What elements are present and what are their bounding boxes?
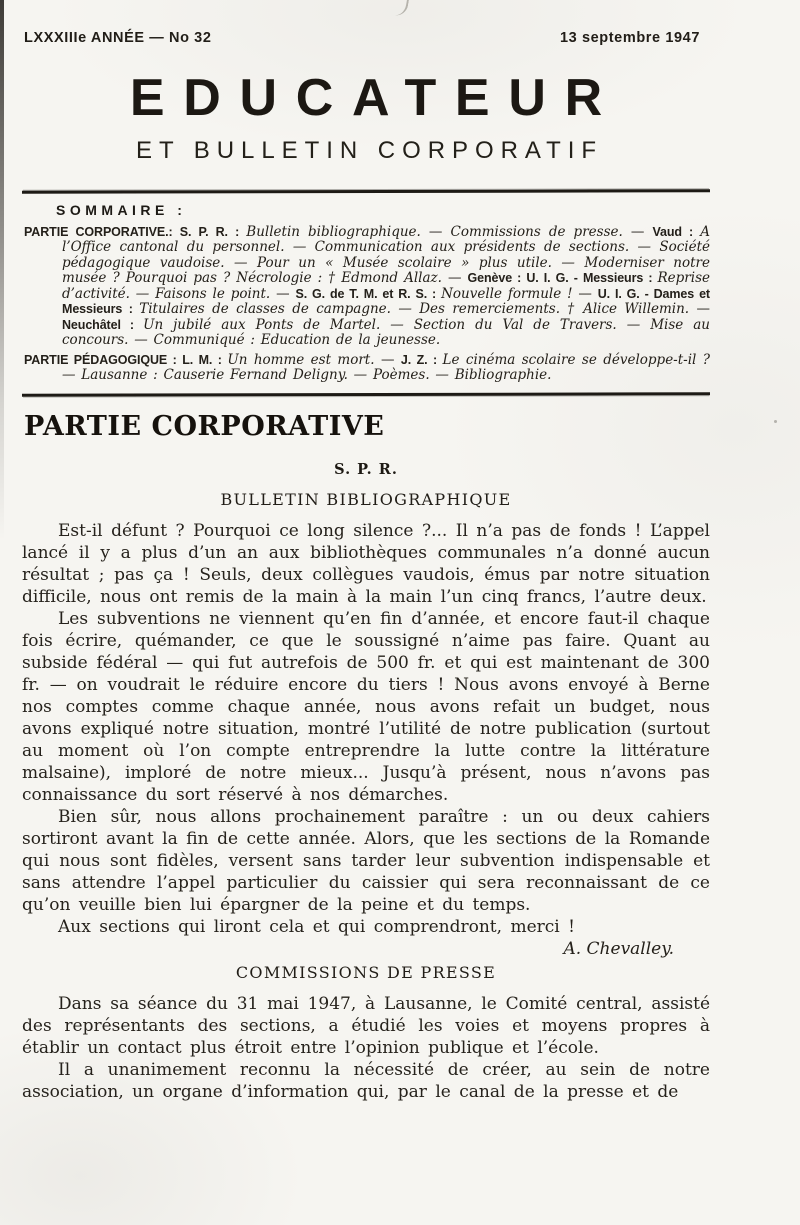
article-bulletin-bibliographique — [22, 461, 710, 961]
paragraph: Bien sûr, nous allons prochainement paraître : un ou deux cahiers sortiront avant la fin de cette année. Alors, que les sections de la Romande qui nous sont fidèles, versent sans tarder leur subvention indispensable et sans attendre l’appel particulier du caissier qui sera reconnaissant de ce qu’on veuille bien lui épargner de la peine et du temps. — [22, 807, 710, 916]
sommaire-segment: Reprise d’activité. — Faisons le point. — [62, 270, 710, 302]
main-content — [22, 412, 710, 1104]
section-heading: PARTIE CORPORATIVE — [24, 410, 385, 442]
sommaire-segment: A l’Office cantonal du personnel. — Communication aux présidents de sections. — Société pédagogique vaudoise. — Pour un « Musée scolaire » plus utile. — Moderniser notre musée ? Pourquoi pas ? Nécrologie : † Edmond Allaz. — [62, 223, 711, 287]
sommaire-section — [22, 202, 710, 384]
sommaire-label: SOMMAIRE : — [56, 201, 187, 218]
masthead — [22, 30, 710, 166]
sommaire-segment: — — [380, 351, 401, 368]
article-commissions-de-presse — [22, 963, 710, 1103]
sommaire-segment: S. G. de T. M. et R. S. : — [295, 286, 442, 301]
masthead-row — [22, 30, 710, 46]
sommaire-segment: PARTIE PÉDAGOGIQUE : — [24, 352, 183, 367]
sommaire-segment: — — [578, 285, 598, 302]
sommaire-segment: Vaud : — [652, 224, 701, 239]
sommaire-segment: J. Z. : — [400, 352, 443, 367]
sommaire-segment: Neuchâtel : — [62, 317, 144, 332]
sommaire-segment: Un homme est mort. — [227, 351, 381, 368]
sommaire-segment: Le cinéma scolaire se développe-t-il ? — Lausanne : Causerie Fernand Deligny. — Poèmes. — Bibliographie. — [62, 351, 711, 384]
sommaire-segment: L. M. : — [182, 352, 228, 367]
sommaire-entry-pedagogique — [24, 353, 710, 384]
divider-rule-bottom — [22, 392, 710, 396]
sommaire-segment: Commissions de presse. — [450, 223, 631, 240]
paragraph: Est-il défunt ? Pourquoi ce long silence ?... Il n’a pas de fonds ! L’appel lancé il y a plus d’un an aux bibliothèques communales n’a donné aucun résultat ; pas ça ! Seuls, deux collègues vaudois, émus par notre situation difficile, nous ont remis de la main à la main l’un cinq francs, l’autre deux. — [22, 521, 710, 608]
sommaire-segment: Titulaires de classes de campagne. — Des remerciements. † Alice Willemin. — [139, 301, 697, 318]
sommaire-segment: — — [447, 270, 468, 287]
sommaire-segment: PARTIE CORPORATIVE.: — [24, 224, 180, 239]
paragraph: Il a unanimement reconnu la nécessité de créer, au sein de notre association, un organe d’information qui, par le canal de la presse et de — [22, 1060, 710, 1103]
sommaire-segment: S. P. R. : — [179, 224, 247, 239]
sommaire-segment: U. I. G. - Dames et Messieurs : — [62, 286, 710, 317]
sommaire-segment: Nouvelle formule ! — [441, 285, 579, 302]
article-kicker: S. P. R. — [334, 461, 398, 479]
article-title: BULLETIN BIBLIOGRAPHIQUE — [220, 490, 512, 510]
sommaire-segment: Bulletin bibliographique. — [246, 223, 429, 240]
sommaire-segment: — — [630, 223, 653, 240]
divider-rule-top — [22, 189, 710, 193]
author-signature: A. Chevalley. — [563, 939, 674, 960]
paragraph: Aux sections qui liront cela et qui comprendront, merci ! — [58, 917, 575, 938]
scan-speck — [589, 1003, 591, 1005]
article-title: COMMISSIONS DE PRESSE — [235, 963, 497, 983]
sommaire-entry-corporative — [24, 225, 710, 349]
scan-curl-artifact — [391, 0, 410, 17]
paragraph: Les subventions ne viennent qu’en fin d’année, et encore faut-il chaque fois écrire, quémander, ce que le soussigné n’aime pas faire. Quant au subside fédéral — qui fut autrefois de 500 fr. et qui est maintenant de 300 fr. — on voudrait le réduire encore du tiers ! Nous avons envoyé à Berne nos comptes comme chaque année, nous avons refait un budget, nous avons expliqué notre situation, montré l’utilité de notre publication (surtout au moment où l’on compte entreprendre la lutte contre la littérature malsaine), imploré de notre mieux... Jusqu’à présent, nous n’avons pas connaissance du sort réservé à nos démarches. — [22, 609, 710, 806]
sommaire-segment: Un jubilé aux Ponts de Martel. — Section du Val de Travers. — Mise au concours. — Communiqué : Education de la jeunesse. — [62, 316, 710, 349]
journal-subtitle: ET BULLETIN CORPORATIF — [136, 137, 603, 164]
sommaire-segment: — — [428, 223, 451, 240]
scan-speck — [774, 420, 777, 423]
issue-date: 13 septembre 1947 — [560, 30, 700, 46]
sommaire-segment: — — [696, 301, 710, 318]
sommaire-segment: Genève : U. I. G. - Messieurs : — [467, 271, 658, 286]
paragraph: Dans sa séance du 31 mai 1947, à Lausanne, le Comité central, assisté des représentants des sections, a étudié les voies et moyens propres à établir un contact plus étroit entre l’opinion publique et l’école. — [22, 994, 710, 1059]
scan-edge-artifact — [0, 0, 4, 540]
issue-number: LXXXIIIe ANNÉE — No 32 — [24, 30, 212, 46]
journal-title: EDUCATEUR — [129, 69, 621, 127]
sommaire-segment: — — [276, 285, 296, 302]
